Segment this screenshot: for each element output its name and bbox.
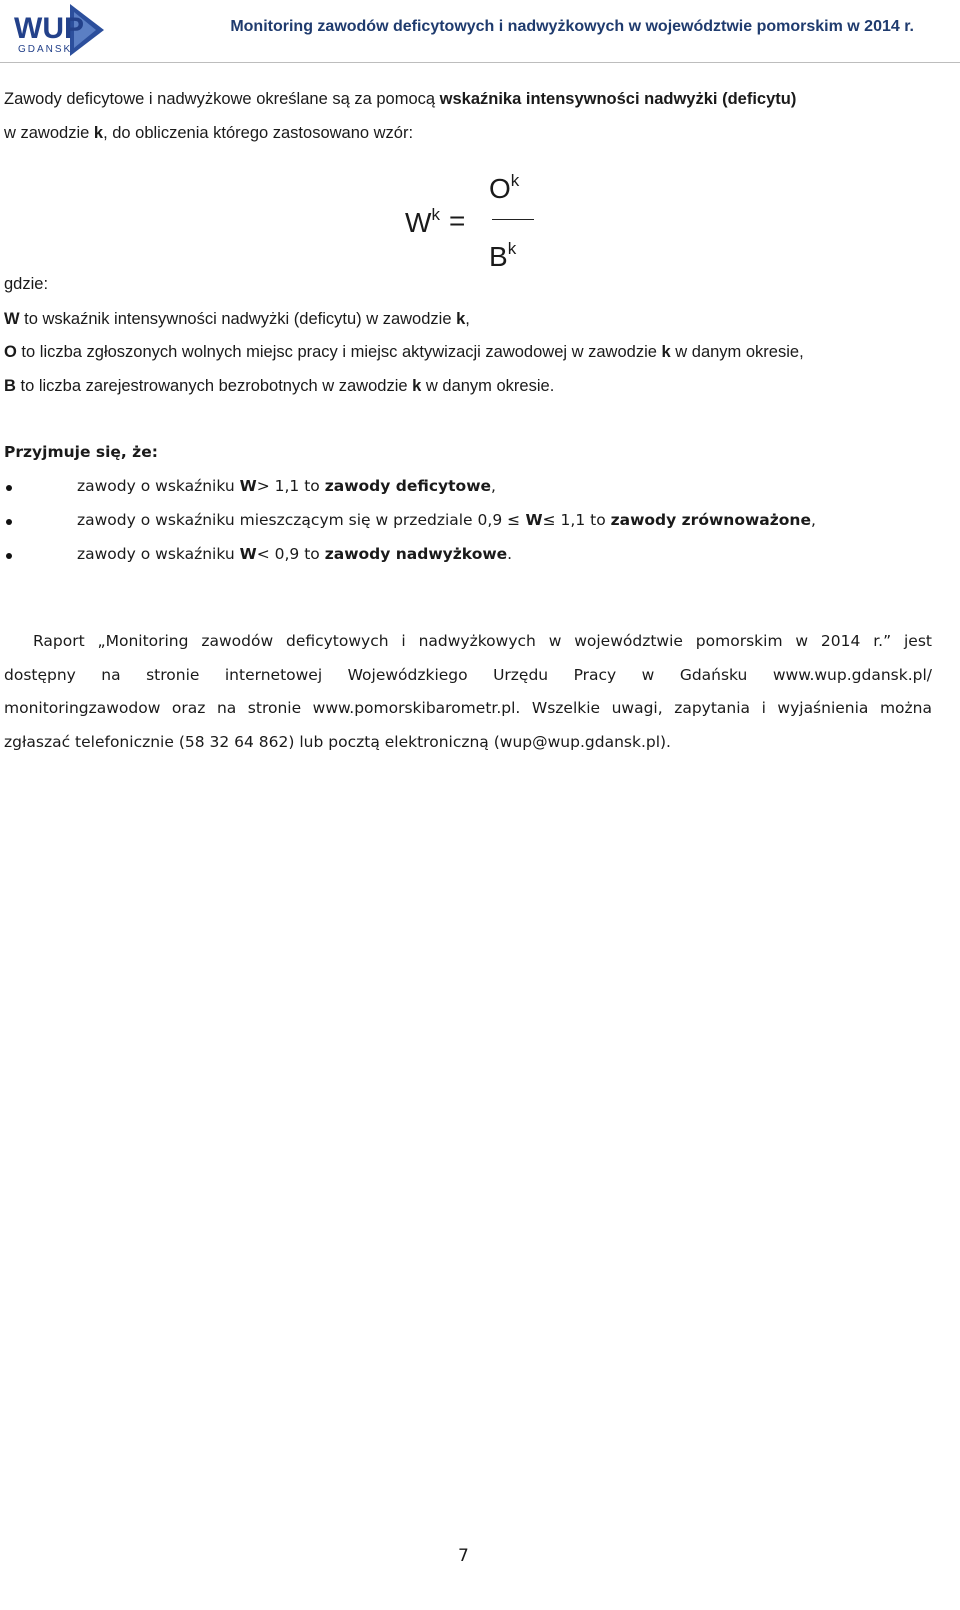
fraction-line — [492, 219, 534, 220]
definition-o: O to liczba zgłoszonych wolnych miejsc pracy i miejsc aktywizacji zawodowej w zawodzie k w danym okresie, — [4, 343, 804, 361]
formula — [405, 165, 545, 275]
formula-lhs: $W^k$ — [405, 205, 440, 238]
rule-surplus: zawody o wskaźniku W< 0,9 to zawody nadwyżkowe. — [77, 545, 513, 563]
report-line-4: zgłaszać telefonicznie (58 32 64 862) lub pocztą elektroniczną (wup@wup.gdansk.pl). — [4, 733, 671, 751]
page-header — [0, 0, 960, 63]
rules-heading: Przyjmuje się, że: — [4, 443, 158, 461]
page-number: 7 — [458, 1546, 469, 1566]
wup-gdansk-logo — [12, 2, 106, 58]
report-line-3: monitoringzawodow oraz na stronie www.pomorskibarometr.pl. Wszelkie uwagi, zapytania i wyjaśnienia można — [4, 699, 932, 717]
logo-text: WUP — [14, 12, 84, 45]
bullet-dot — [6, 553, 12, 559]
intro-k: k — [93, 124, 104, 142]
formula-numerator: $O^k$ — [489, 171, 520, 204]
definition-w: W to wskaźnik intensywności nadwyżki (deficytu) w zawodzie k, — [4, 310, 470, 328]
formula-denominator: $B^k$ — [489, 239, 517, 272]
rule-balanced: zawody o wskaźniku mieszczącym się w przedziale 0,9 ≤ W≤ 1,1 to zawody zrównoważone, — [77, 511, 816, 529]
rule-deficit: zawody o wskaźniku W> 1,1 to zawody deficytowe, — [77, 477, 496, 495]
definition-b: B to liczba zarejestrowanych bezrobotnych w zawodzie k w danym okresie. — [4, 377, 555, 395]
report-line-2: dostępny na stronie internetowej Wojewódzkiego Urzędu Pracy w Gdańsku www.wup.gdansk.pl/ — [4, 666, 932, 684]
bullet-dot — [6, 519, 12, 525]
report-line-1: Raport „Monitoring zawodów deficytowych i nadwyżkowych w województwie pomorskim w 2014 r.” jest — [33, 632, 932, 650]
intro-text-2: w zawodzie — [4, 124, 94, 142]
intro-text-3: , do obliczenia którego zastosowano wzór: — [103, 124, 414, 142]
intro-text: Zawody deficytowe i nadwyżkowe określane są za pomocą — [4, 90, 440, 108]
bullet-dot — [6, 485, 12, 491]
intro-line-2 — [4, 124, 413, 143]
intro-line-1 — [4, 90, 796, 109]
logo-subtext: GDANSK — [18, 44, 73, 55]
intro-bold-term: wskaźnika intensywności nadwyżki (deficytu) — [439, 90, 797, 108]
header-title: Monitoring zawodów deficytowych i nadwyżkowych w województwie pomorskim w 2014 r. — [230, 18, 914, 35]
definitions-label: gdzie: — [4, 275, 49, 293]
formula-equals: = — [449, 205, 466, 236]
